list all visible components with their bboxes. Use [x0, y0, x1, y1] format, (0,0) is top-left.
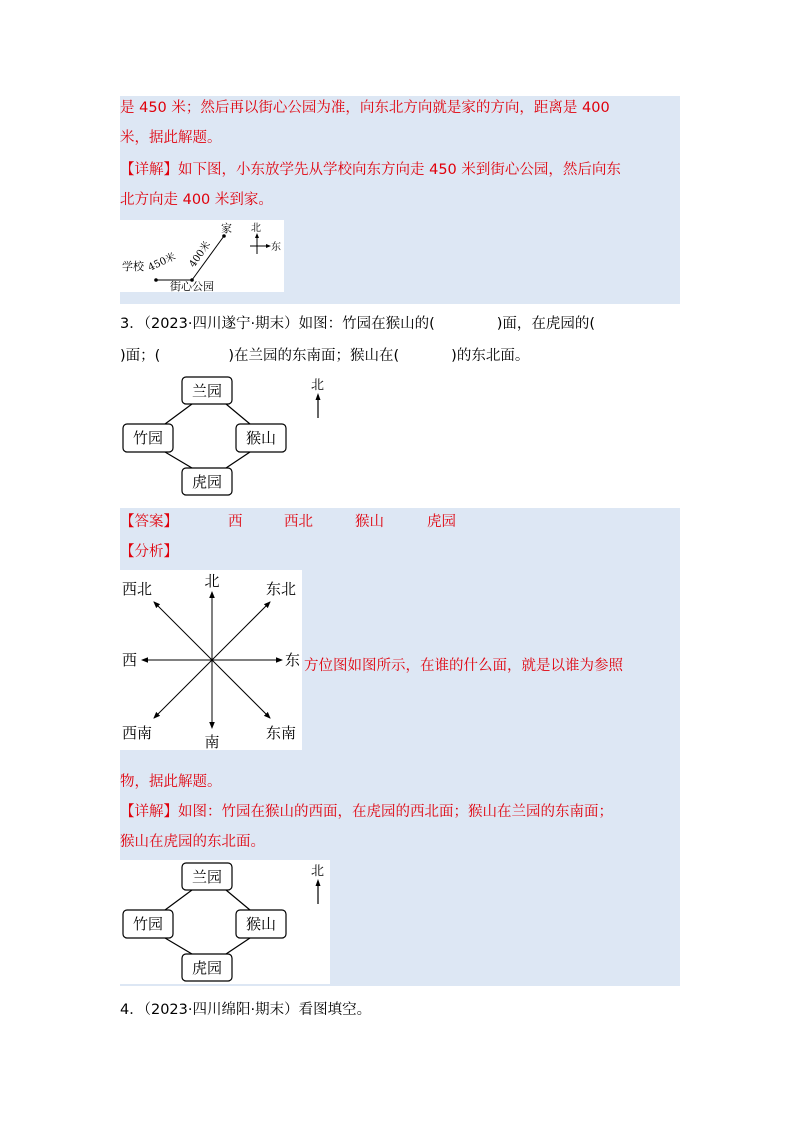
detail-text-line2: 北方向走 400 米到家。 — [120, 192, 273, 208]
north-arrow-head — [316, 393, 321, 400]
node-label-huyuan: 虎园 — [191, 959, 223, 977]
north-label: 北 — [251, 223, 261, 234]
school-point — [154, 278, 158, 282]
park-diagram-answer — [120, 860, 330, 984]
compass-label-southeast: 东南 — [266, 724, 297, 742]
north-arrow-head — [316, 879, 321, 886]
edge-left-bottom — [165, 452, 192, 468]
question-3-number: 3． — [120, 316, 144, 332]
question-4-text: 看图填空。 — [298, 1002, 372, 1018]
answer-4: 虎园 — [427, 514, 456, 530]
analysis-tag: 【分析】 — [120, 544, 178, 560]
question-3-line2 — [120, 346, 529, 366]
edge-right-bottom — [226, 452, 250, 468]
question-4-line — [120, 1000, 371, 1020]
compass-line-southwest — [154, 660, 212, 718]
node-label-lanyuan: 兰园 — [191, 868, 223, 886]
edge-right-bottom — [226, 938, 250, 954]
question-3-text-part5: )的东北面。 — [451, 348, 530, 364]
compass-label-east: 东 — [285, 651, 301, 669]
node-label-lanyuan: 兰园 — [191, 382, 223, 400]
compass-line-northeast — [212, 602, 270, 660]
compass-label-west: 西 — [122, 651, 138, 669]
node-label-houshan: 猴山 — [245, 429, 277, 447]
east-label: 东 — [271, 242, 281, 253]
answer-1: 西 — [228, 514, 243, 530]
compass-label-northeast: 东北 — [266, 580, 297, 598]
detail-text-line1: 【详解】如下图，小东放学先从学校向东方向走 450 米到街心公园，然后向东 — [120, 162, 621, 178]
analysis-text-line2: 米，据此解题。 — [120, 130, 222, 146]
analysis-text-line1: 是 450 米；然后再以街心公园为准，向东北方向就是家的方向，距离是 400 — [120, 100, 610, 116]
compass-line-southeast — [212, 660, 270, 718]
question-4-source: （2023·四川绵阳·期末） — [143, 1002, 299, 1018]
node-label-houshan: 猴山 — [245, 915, 277, 933]
answer-tag: 【答案】 — [120, 514, 178, 530]
edge-top-right — [226, 890, 250, 910]
node-label-zhuyuan: 竹园 — [132, 915, 164, 933]
detail-line2: 猴山在虎园的东北面。 — [120, 834, 265, 850]
answer-3: 猴山 — [355, 514, 384, 530]
compass-label-southwest: 西南 — [122, 724, 153, 742]
school-label: 学校 — [122, 260, 144, 273]
detail-line1: 【详解】如图：竹园在猴山的西面，在虎园的西北面；猴山在兰园的东南面； — [120, 804, 613, 820]
compass-label-north: 北 — [204, 572, 220, 590]
compass-figure — [120, 570, 302, 750]
node-label-zhuyuan: 竹园 — [132, 429, 164, 447]
park-diagram-question — [120, 374, 330, 498]
analysis-text-continued: 物，据此解题。 — [120, 774, 222, 790]
question-3-text-part4: )在兰园的东南面；猴山在( — [228, 348, 400, 364]
home-label: 家 — [221, 222, 232, 235]
question-4-number: 4． — [120, 1002, 144, 1018]
compass-label-northwest: 西北 — [122, 580, 153, 598]
compass-line-northwest — [154, 602, 212, 660]
question-3-line1 — [120, 314, 595, 334]
compass-label-south: 南 — [204, 733, 220, 750]
analysis-text: 方位图如图所示，在谁的什么面，就是以谁为参照 — [304, 658, 623, 674]
question-3-text-part3: )面；( — [120, 348, 161, 364]
node-label-huyuan: 虎园 — [191, 473, 223, 491]
edge-top-left — [165, 404, 192, 424]
north-label: 北 — [311, 864, 325, 879]
north-label: 北 — [311, 378, 325, 393]
distance-400-label: 400米 — [187, 239, 214, 270]
distance-450-label: 450米 — [146, 251, 178, 274]
answer-line — [120, 512, 456, 532]
park-label: 街心公园 — [170, 280, 214, 292]
edge-left-bottom — [165, 938, 192, 954]
question-3-source: （2023·四川遂宁·期末） — [143, 316, 299, 332]
edge-top-left — [165, 890, 192, 910]
question-3-text-part1: 如图：竹园在猴山的( — [298, 316, 435, 332]
edge-top-right — [226, 404, 250, 424]
question-3-text-part2: )面，在虎园的( — [496, 316, 596, 332]
answer-2: 西北 — [284, 514, 313, 530]
route-map-figure — [120, 220, 284, 292]
